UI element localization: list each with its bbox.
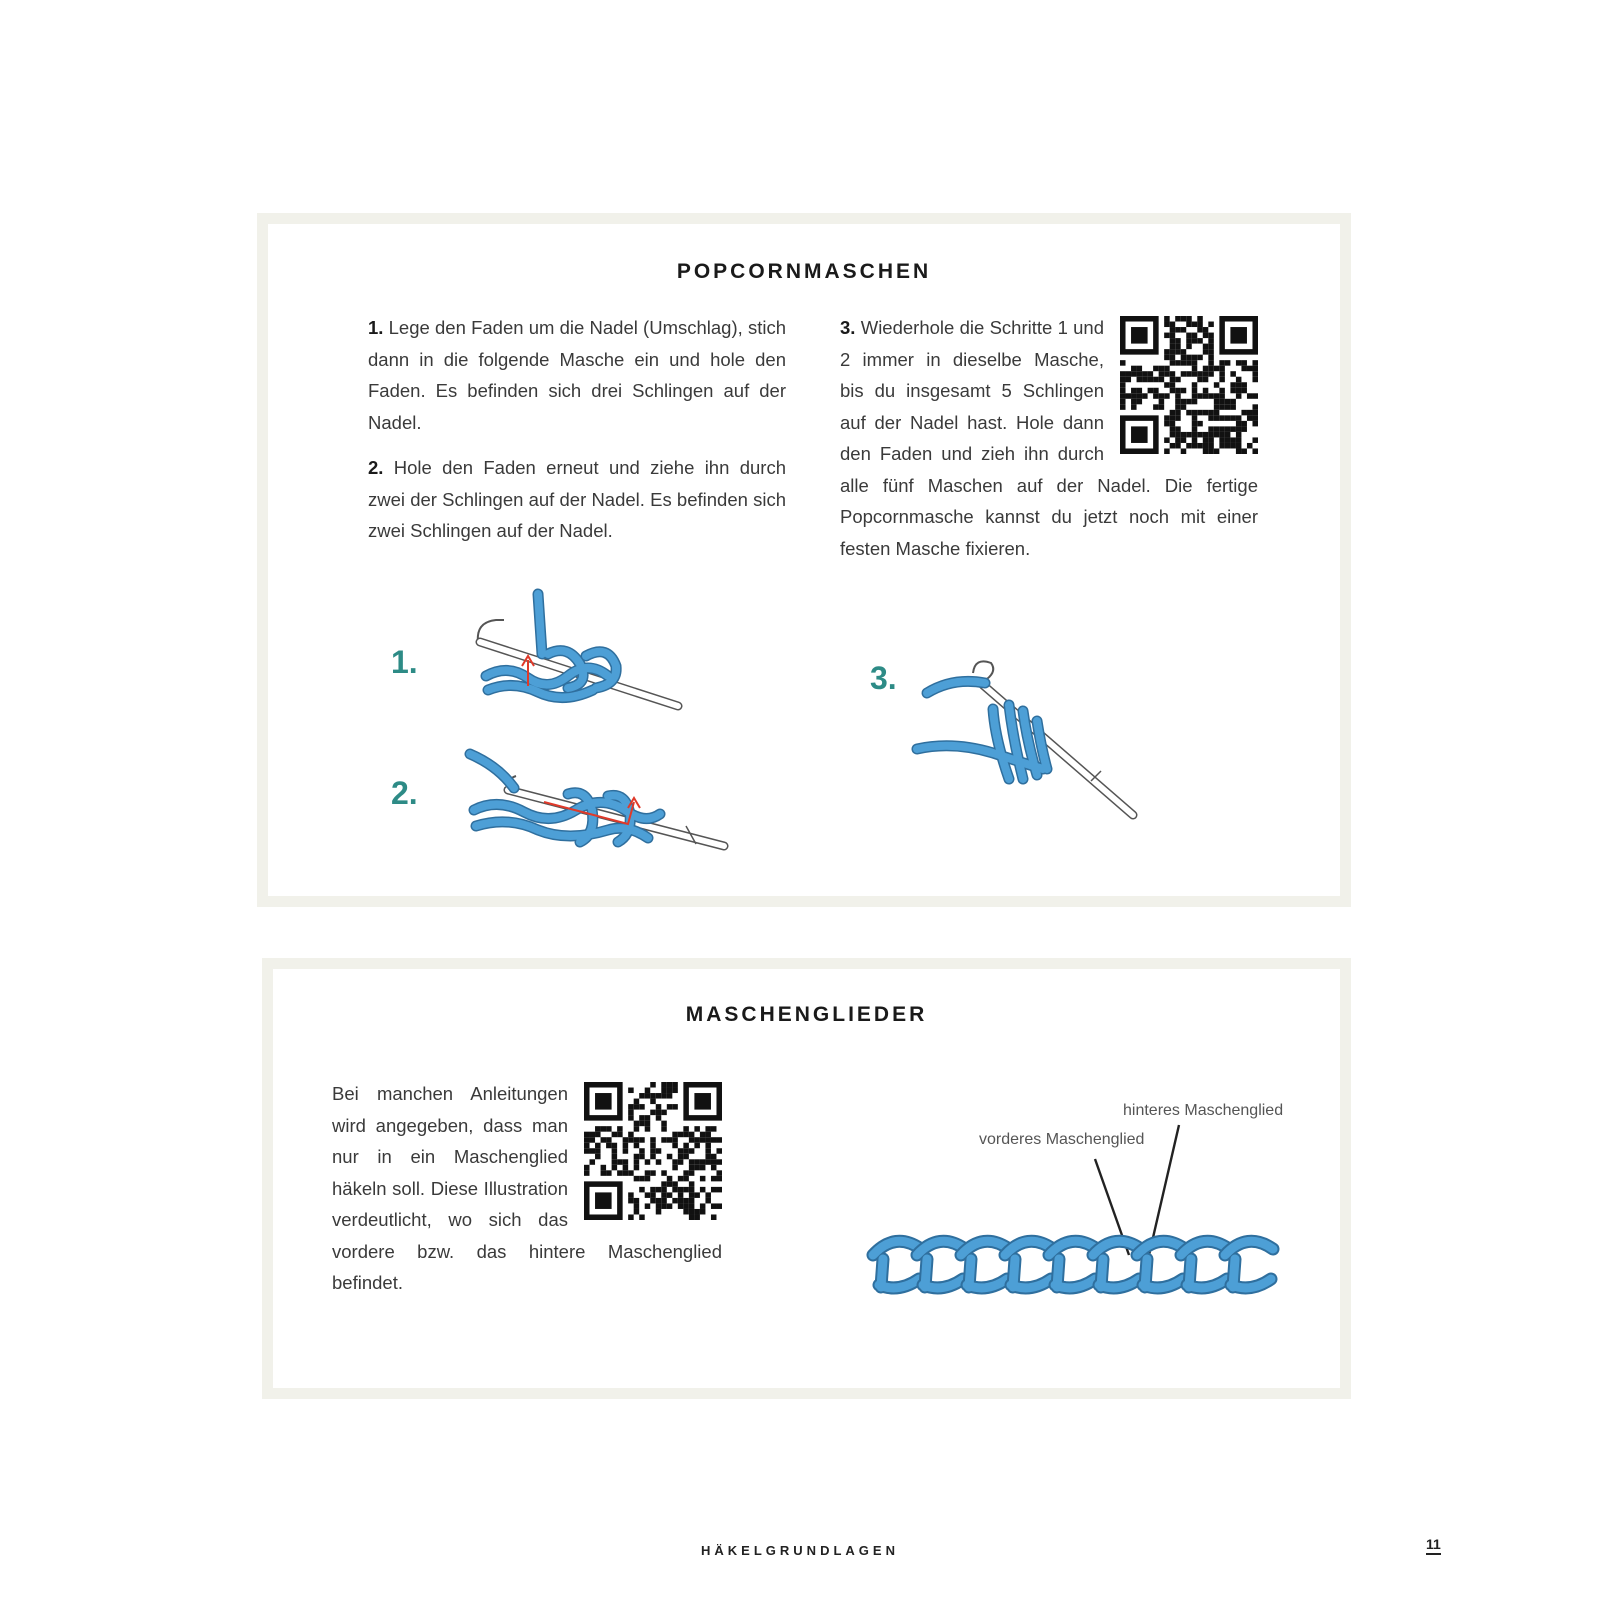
crochet-step-2-illustration [468, 754, 738, 864]
stitch-chain [873, 1241, 1273, 1288]
popcornmaschen-box [257, 213, 1351, 907]
qr-code-icon[interactable] [584, 1082, 722, 1220]
step-2-text: Hole den Faden erneut und ziehe ihn durch zwei der Schlingen auf der Nadel. Es befinden sich zwei Schlingen auf der Nadel. [368, 457, 786, 541]
step-2-number: 2. [368, 457, 384, 478]
step-1-number: 1. [368, 317, 384, 338]
maschenglieder-illustration [853, 1079, 1293, 1329]
figure-1-label: 1. [391, 644, 418, 680]
popcornmaschen-title: POPCORNMASCHEN [676, 260, 932, 283]
label-hinteres-maschenglied: hinteres Maschenglied [1123, 1102, 1284, 1119]
step-3-paragraph [840, 312, 1258, 564]
maschenglieder-text: Bei manchen Anleitungen wird angegeben, dass man nur in ein Maschenglied häkeln soll. Diese Illustration verdeutlicht, wo sich das vordere bzw. das hintere Maschenglied befindet. [332, 1083, 722, 1293]
label-vorderes-maschenglied: vorderes Maschenglied [979, 1131, 1145, 1148]
crochet-step-1-illustration [468, 594, 708, 724]
step-1-paragraph [368, 312, 786, 438]
step-3-number: 3. [840, 317, 856, 338]
figure-2-label: 2. [391, 775, 418, 811]
crochet-step-3-illustration [913, 649, 1153, 824]
footer-section-title: HÄKELGRUNDLAGEN [701, 1543, 899, 1558]
step-3-text: Wiederhole die Schritte 1 und 2 immer in dieselbe Masche, bis du insgesamt 5 Schlingen auf der Nadel hast. Hole dann den Faden und zieh ihn durch alle fünf Maschen auf der Nadel. Die fertige Popcornmasche kannst du jetzt noch mit einer festen Masche fixieren. [840, 317, 1258, 559]
maschenglieder-title: MASCHENGLIEDER [685, 1003, 928, 1026]
figure-3-label: 3. [870, 660, 897, 696]
maschenglieder-paragraph [332, 1078, 722, 1299]
qr-code-icon[interactable] [1120, 316, 1258, 454]
step-1-text: Lege den Faden um die Nadel (Umschlag), stich dann in die folgende Masche ein und hole den Faden. Es befinden sich drei Schlingen auf der Nadel. [368, 317, 786, 433]
maschenglieder-box [262, 958, 1351, 1399]
page-number: 11 [1426, 1536, 1441, 1555]
step-2-paragraph [368, 452, 786, 547]
